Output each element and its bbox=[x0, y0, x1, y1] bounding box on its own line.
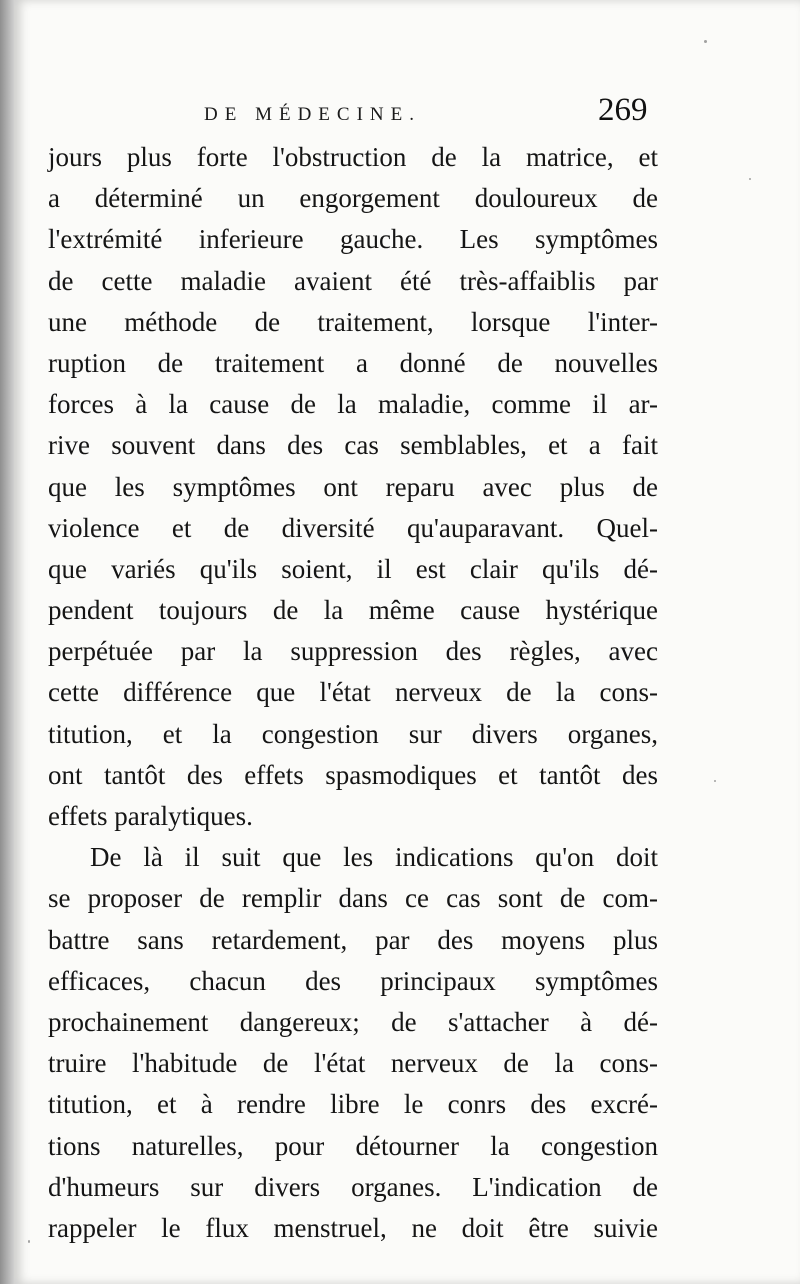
text-line: jours plus forte l'obstruction de la matrice, et bbox=[48, 142, 658, 172]
text-line: tions naturelles, pour détourner la congestion bbox=[48, 1130, 658, 1161]
text-line: ont tantôt des effets spasmodiques et tantôt des bbox=[48, 759, 658, 790]
paper-speck bbox=[704, 40, 707, 43]
text-line: perpétuée par la suppression des règles, avec bbox=[48, 636, 658, 667]
text-line: battre sans retardement, par des moyens plus bbox=[48, 924, 658, 955]
text-line: rive souvent dans des cas semblables, et a fait bbox=[48, 430, 658, 461]
text-line: violence et de diversité qu'auparavant. Quel- bbox=[48, 512, 658, 543]
body-text bbox=[48, 137, 658, 1249]
text-line: efficaces, chacun des principaux symptômes bbox=[48, 965, 658, 996]
paper-speck bbox=[28, 1240, 30, 1243]
text-line: a déterminé un engorgement douloureux de bbox=[48, 183, 658, 214]
running-title: DE MÉDECINE. bbox=[204, 104, 421, 125]
paragraph-end-line: effets paralytiques. bbox=[48, 801, 253, 831]
text-line: pendent toujours de la même cause hystérique bbox=[48, 595, 658, 626]
text-line: de cette maladie avaient été très-affaiblis par bbox=[48, 265, 658, 296]
text-line: que les symptômes ont reparu avec plus de bbox=[48, 471, 658, 502]
page-number: 269 bbox=[598, 92, 648, 128]
book-page bbox=[14, 0, 800, 1284]
text-line: titution, et la congestion sur divers organes, bbox=[48, 718, 658, 749]
text-line: d'humeurs sur divers organes. L'indication de bbox=[48, 1171, 658, 1202]
text-line: prochainement dangereux; de s'attacher à dé- bbox=[48, 1006, 658, 1037]
page-gutter-shadow bbox=[0, 0, 14, 1284]
text-line: titution, et à rendre libre le conrs des excré- bbox=[48, 1089, 658, 1120]
text-line: truire l'habitude de l'état nerveux de la cons- bbox=[48, 1048, 658, 1079]
paper-speck bbox=[749, 178, 751, 180]
text-line: ruption de traitement a donné de nouvelles bbox=[48, 347, 658, 378]
text-line: forces à la cause de la maladie, comme il ar- bbox=[48, 389, 658, 420]
text-line: cette différence que l'état nerveux de la cons- bbox=[48, 677, 658, 708]
text-line: une méthode de traitement, lorsque l'inter- bbox=[48, 306, 658, 337]
text-line: que variés qu'ils soient, il est clair qu'ils dé- bbox=[48, 553, 658, 584]
paper-speck bbox=[714, 780, 716, 782]
text-line: se proposer de remplir dans ce cas sont de com- bbox=[48, 883, 658, 914]
text-line: rappeler le flux menstruel, ne doit être suivie bbox=[48, 1212, 658, 1243]
page-header bbox=[14, 92, 800, 132]
text-line: l'extrémité inferieure gauche. Les symptômes bbox=[48, 224, 658, 255]
paragraph-start-line: De là il suit que les indications qu'on doit bbox=[90, 842, 658, 873]
